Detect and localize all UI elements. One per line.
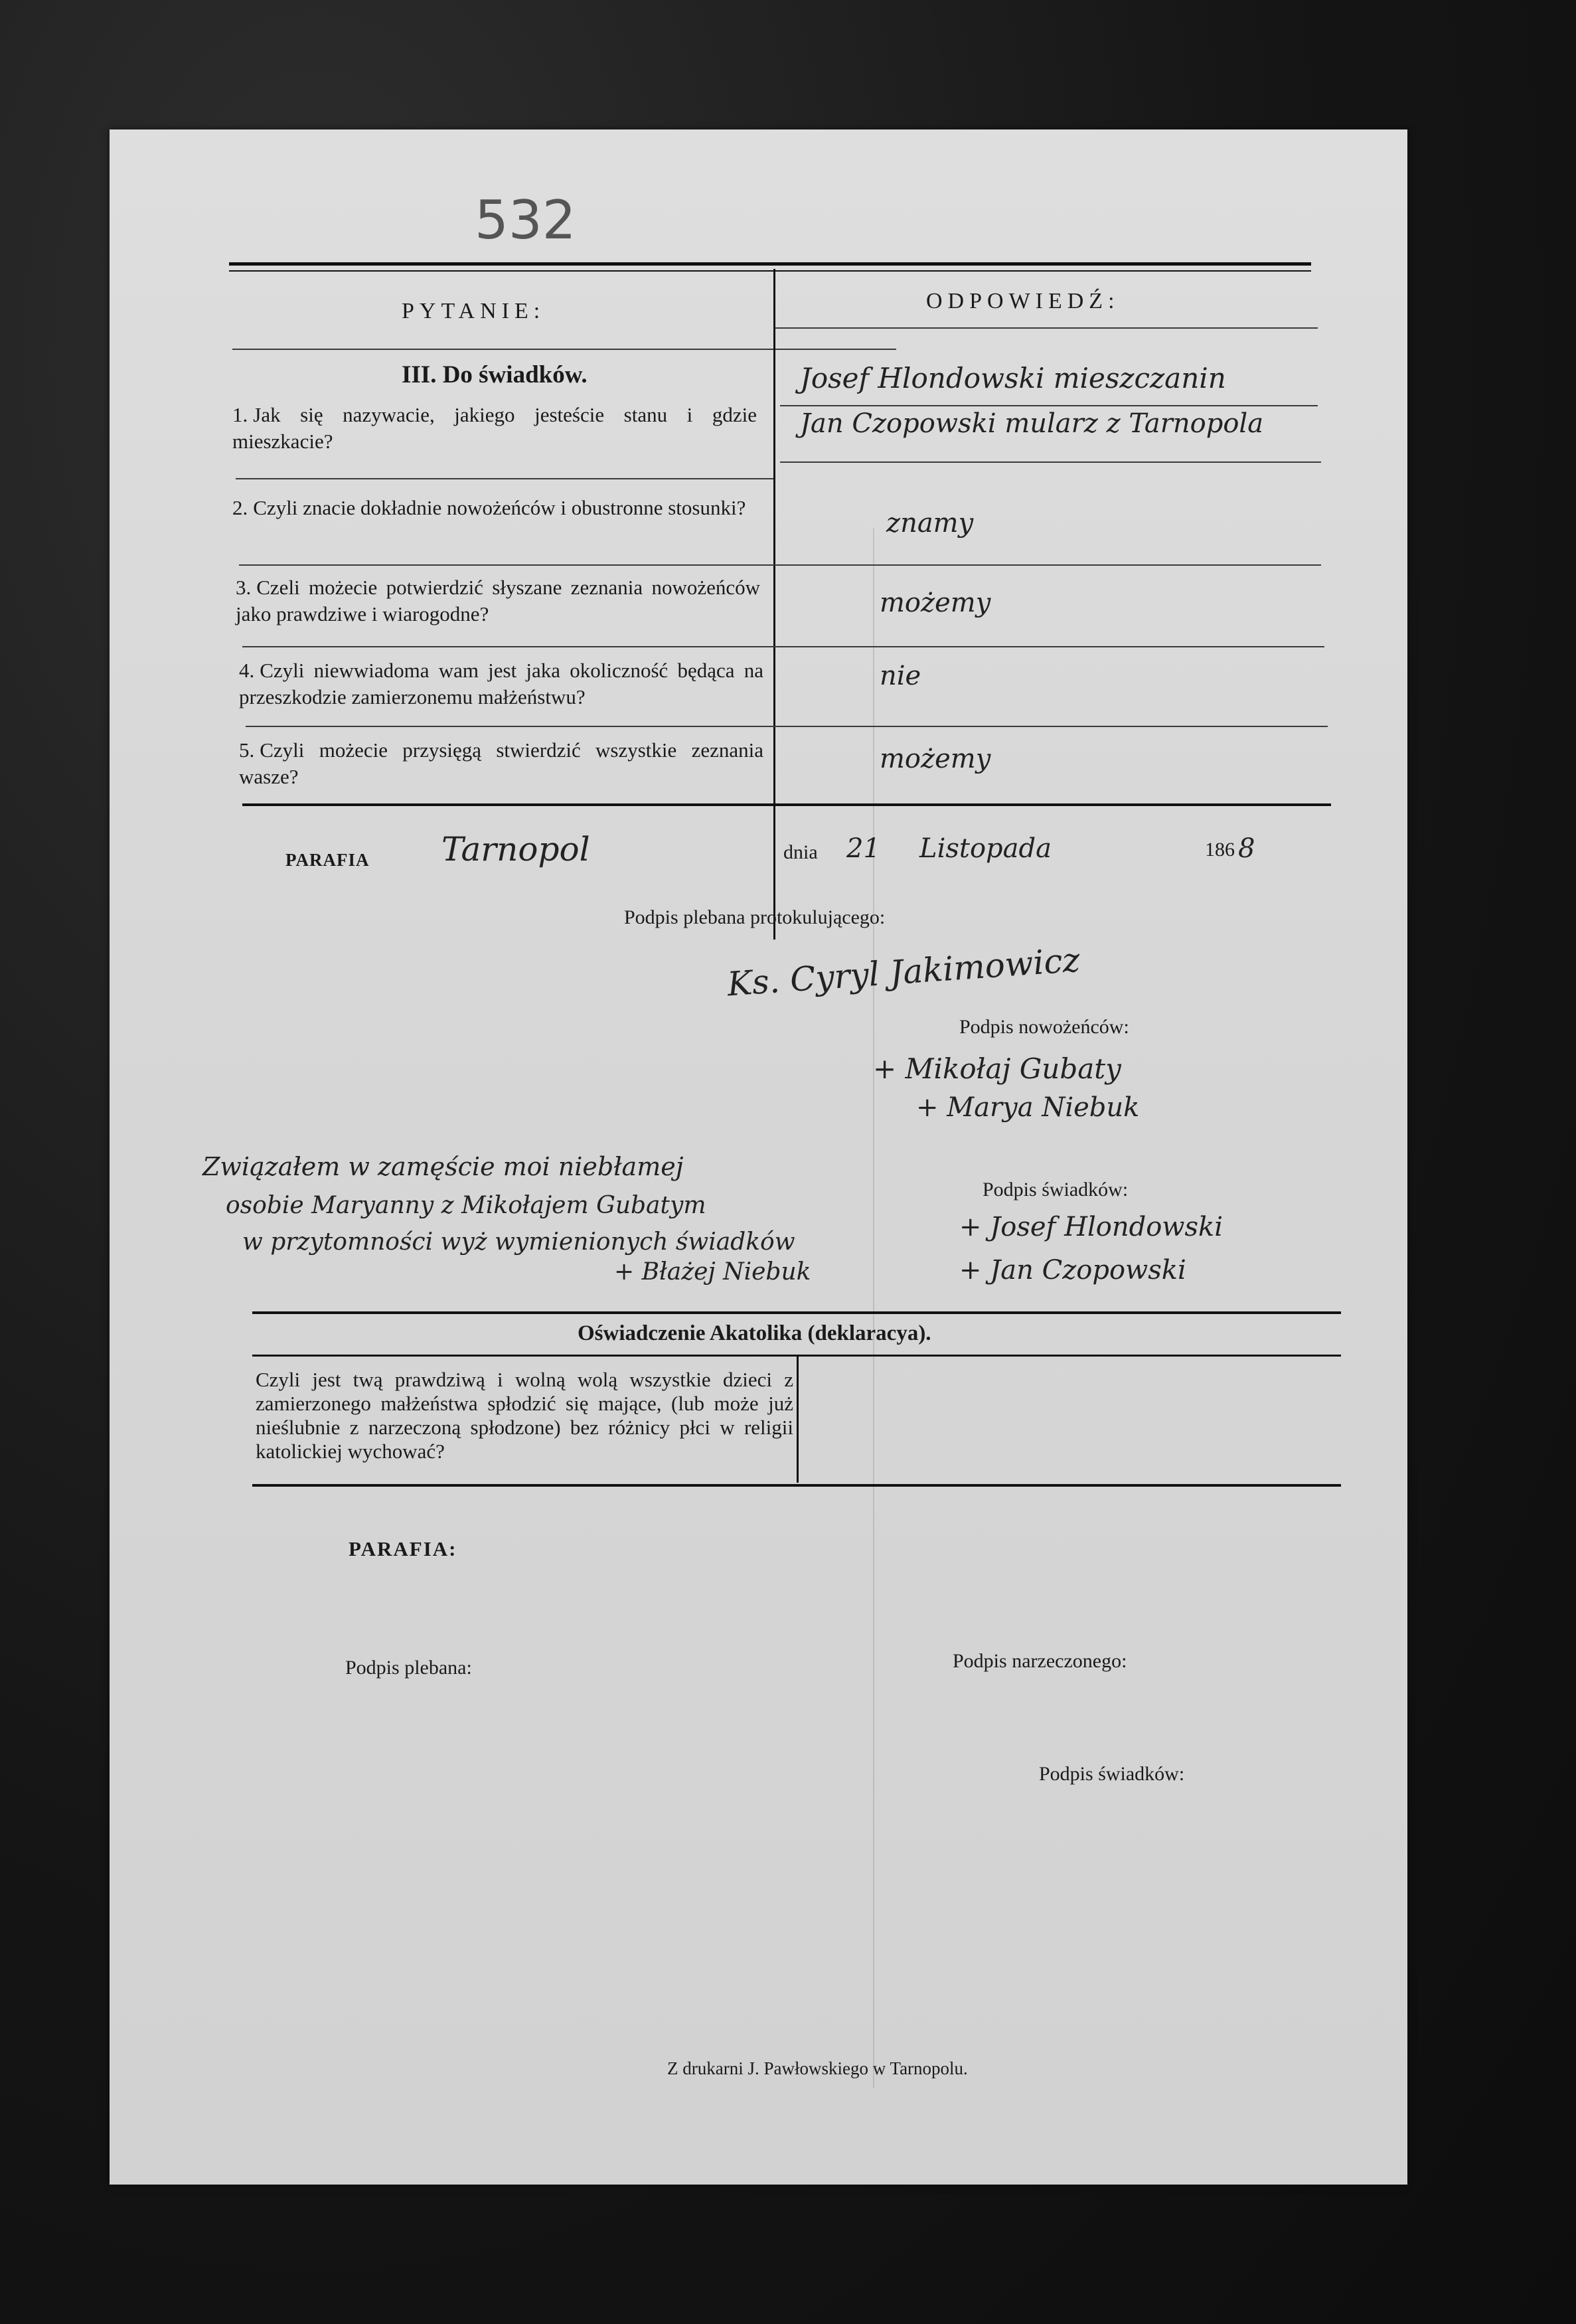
question-1-number: 1.	[232, 403, 248, 426]
question-5	[239, 737, 763, 790]
newlywed-signature-1: + Mikołaj Gubaty	[873, 1052, 1121, 1085]
marriage-note-line-1: Związałem w zamęście moi niebłamej	[202, 1152, 684, 1181]
answer-3: możemy	[880, 588, 991, 618]
date-label: dnia	[783, 841, 818, 863]
witness-signature-1: + Josef Hlondowski	[959, 1212, 1223, 1242]
header-question: PYTANIE:	[402, 299, 546, 323]
date-year-prefix: 186	[1205, 839, 1235, 861]
header-rule-right	[773, 327, 1318, 329]
answer-1-line1: Josef Hlondowski mieszczanin	[800, 362, 1226, 394]
parafia-value: Tarnopol	[441, 830, 590, 869]
question-3	[236, 574, 760, 627]
answer-4: nie	[880, 661, 921, 691]
row-1-rule-right	[780, 461, 1321, 463]
header-answer: ODPOWIEDŹ:	[926, 289, 1120, 313]
question-4	[239, 657, 763, 710]
document-page	[110, 129, 1407, 2185]
answer-2: znamy	[886, 508, 974, 539]
priest-signature-label: Podpis plebana protokulującego:	[624, 906, 886, 928]
lower-groom-label: Podpis narzeczonego:	[953, 1650, 1127, 1672]
row-4-rule	[246, 726, 1328, 727]
question-3-number: 3.	[236, 576, 252, 599]
question-1	[232, 402, 757, 455]
question-2-text: Czyli znacie dokładnie nowożeńców i obustronne stosunki?	[253, 496, 746, 519]
date-month: Listopada	[919, 833, 1052, 864]
parafia-label: PARAFIA	[285, 850, 370, 870]
header-rule-left	[232, 349, 896, 350]
lower-witnesses-label: Podpis świadków:	[1039, 1763, 1185, 1785]
table-bottom-rule	[242, 803, 1331, 806]
page-number: 532	[475, 189, 576, 251]
witness-signature-2: + Jan Czopowski	[959, 1255, 1186, 1286]
table-top-rule	[229, 262, 1311, 266]
lower-priest-label: Podpis plebana:	[345, 1657, 472, 1679]
answer-1-line2: Jan Czopowski mularz z Tarnopola	[800, 408, 1264, 439]
printer-footer: Z drukarni J. Pawłowskiego w Tarnopolu.	[667, 2058, 968, 2078]
marriage-note-line-2: osobie Maryanny z Mikołajem Gubatym	[226, 1192, 706, 1219]
date-day: 21	[846, 833, 880, 864]
marriage-note-line-3: w przytomności wyż wymienionych świadków	[242, 1228, 795, 1256]
row-3-rule	[242, 646, 1324, 647]
question-2-number: 2.	[232, 496, 248, 519]
witness-signature-3: + Błażej Niebuk	[614, 1258, 811, 1286]
declaration-column-divider	[797, 1357, 799, 1483]
question-5-number: 5.	[239, 738, 255, 762]
row-1-rule-left	[236, 478, 773, 479]
lower-parafia-label: PARAFIA:	[349, 1537, 457, 1560]
witnesses-signature-label: Podpis świadków:	[983, 1179, 1129, 1201]
question-2	[232, 495, 757, 521]
date-year-suffix: 8	[1238, 833, 1255, 864]
declaration-bottom-rule	[252, 1484, 1341, 1487]
answer-1-rule	[780, 405, 1318, 406]
priest-signature: Ks. Cyryl Jakimowicz	[726, 940, 1081, 1004]
row-2-rule	[239, 564, 1321, 566]
newlyweds-signature-label: Podpis nowożeńców:	[959, 1016, 1129, 1038]
newlywed-signature-2: + Marya Niebuk	[916, 1092, 1140, 1123]
page-fold	[873, 528, 874, 2088]
declaration-answer	[813, 1371, 1331, 1471]
answer-5: możemy	[880, 744, 991, 774]
question-4-number: 4.	[239, 659, 255, 682]
question-4-text: Czyli niewwiadoma wam jest jaka okoliczność będąca na przeszkodzie zamierzonemu małżeństwu?	[239, 659, 763, 708]
table-column-divider	[773, 269, 775, 940]
section-title: III. Do świadków.	[402, 361, 588, 388]
declaration-question: Czyli jest twą prawdziwą i wolną wolą wszystkie dzieci z zamierzonego małżeństwa spłodzić się mające, (lub może już nieślubnie z narzeczoną spłodzone) bez różnicy płci w religii katolickiej wychować?	[256, 1368, 793, 1463]
question-3-text: Czeli możecie potwierdzić słyszane zeznania nowożeńców jako prawdziwe i wiarogodne?	[236, 576, 760, 625]
question-1-text: Jak się nazywacie, jakiego jesteście stanu i gdzie mieszkacie?	[232, 403, 757, 453]
declaration-top-rule	[252, 1311, 1341, 1314]
declaration-title: Oświadczenie Akatolika (deklaracya).	[578, 1321, 931, 1345]
table-top-rule-2	[229, 270, 1311, 272]
question-5-text: Czyli możecie przysięgą stwierdzić wszystkie zeznania wasze?	[239, 738, 763, 788]
